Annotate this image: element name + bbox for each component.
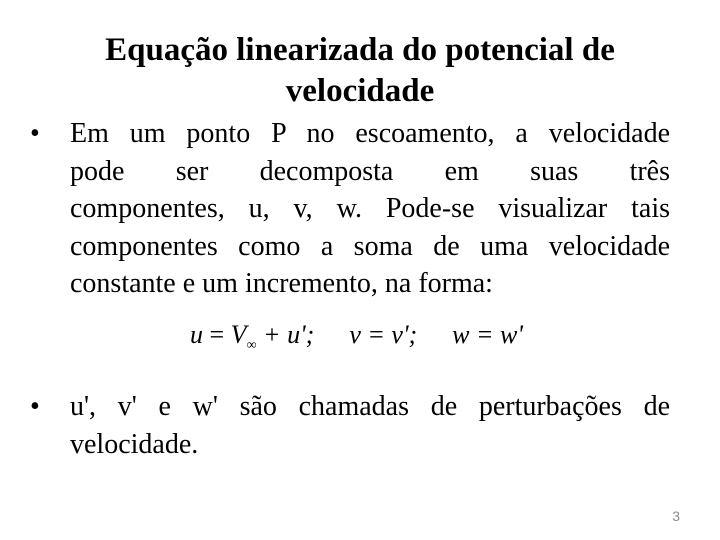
- bullet-2-marker: •: [30, 391, 40, 422]
- slide-title: [40, 30, 680, 112]
- bullet-2-line-2: velocidade.: [70, 428, 199, 460]
- title-line-1: Equação linearizada do potencial de: [105, 32, 615, 68]
- velocity-decomposition-equation: [190, 318, 523, 363]
- page-number: 3: [672, 508, 680, 524]
- bullet-2-line-1: u', v' e w' são chamadas de perturbações de: [70, 391, 670, 422]
- bullet-1-line-2: pode ser decomposta em suas três: [70, 155, 670, 187]
- eq-infinity: ∞: [246, 338, 257, 353]
- bullet-1-line-5: constante e um incremento, na forma:: [70, 268, 493, 299]
- eq-equals: =: [209, 320, 225, 349]
- bullet-1-text: [70, 115, 670, 303]
- eq-u-rest: + u';: [263, 320, 315, 349]
- bullet-2-text: [70, 388, 670, 463]
- eq-V: V: [230, 320, 247, 349]
- eq-w: w = w': [452, 320, 523, 349]
- bullet-1-line-1: Em um ponto P no escoamento, a velocidade: [70, 118, 670, 149]
- title-line-2: velocidade: [285, 73, 435, 109]
- eq-u: u: [190, 320, 203, 349]
- eq-v: v = v';: [349, 320, 418, 349]
- bullet-1-marker: •: [30, 118, 40, 149]
- bullet-1-line-4: componentes como a soma de uma velocidade: [70, 230, 670, 262]
- bullet-1-line-3: componentes, u, v, w. Pode-se visualizar tais: [70, 193, 670, 224]
